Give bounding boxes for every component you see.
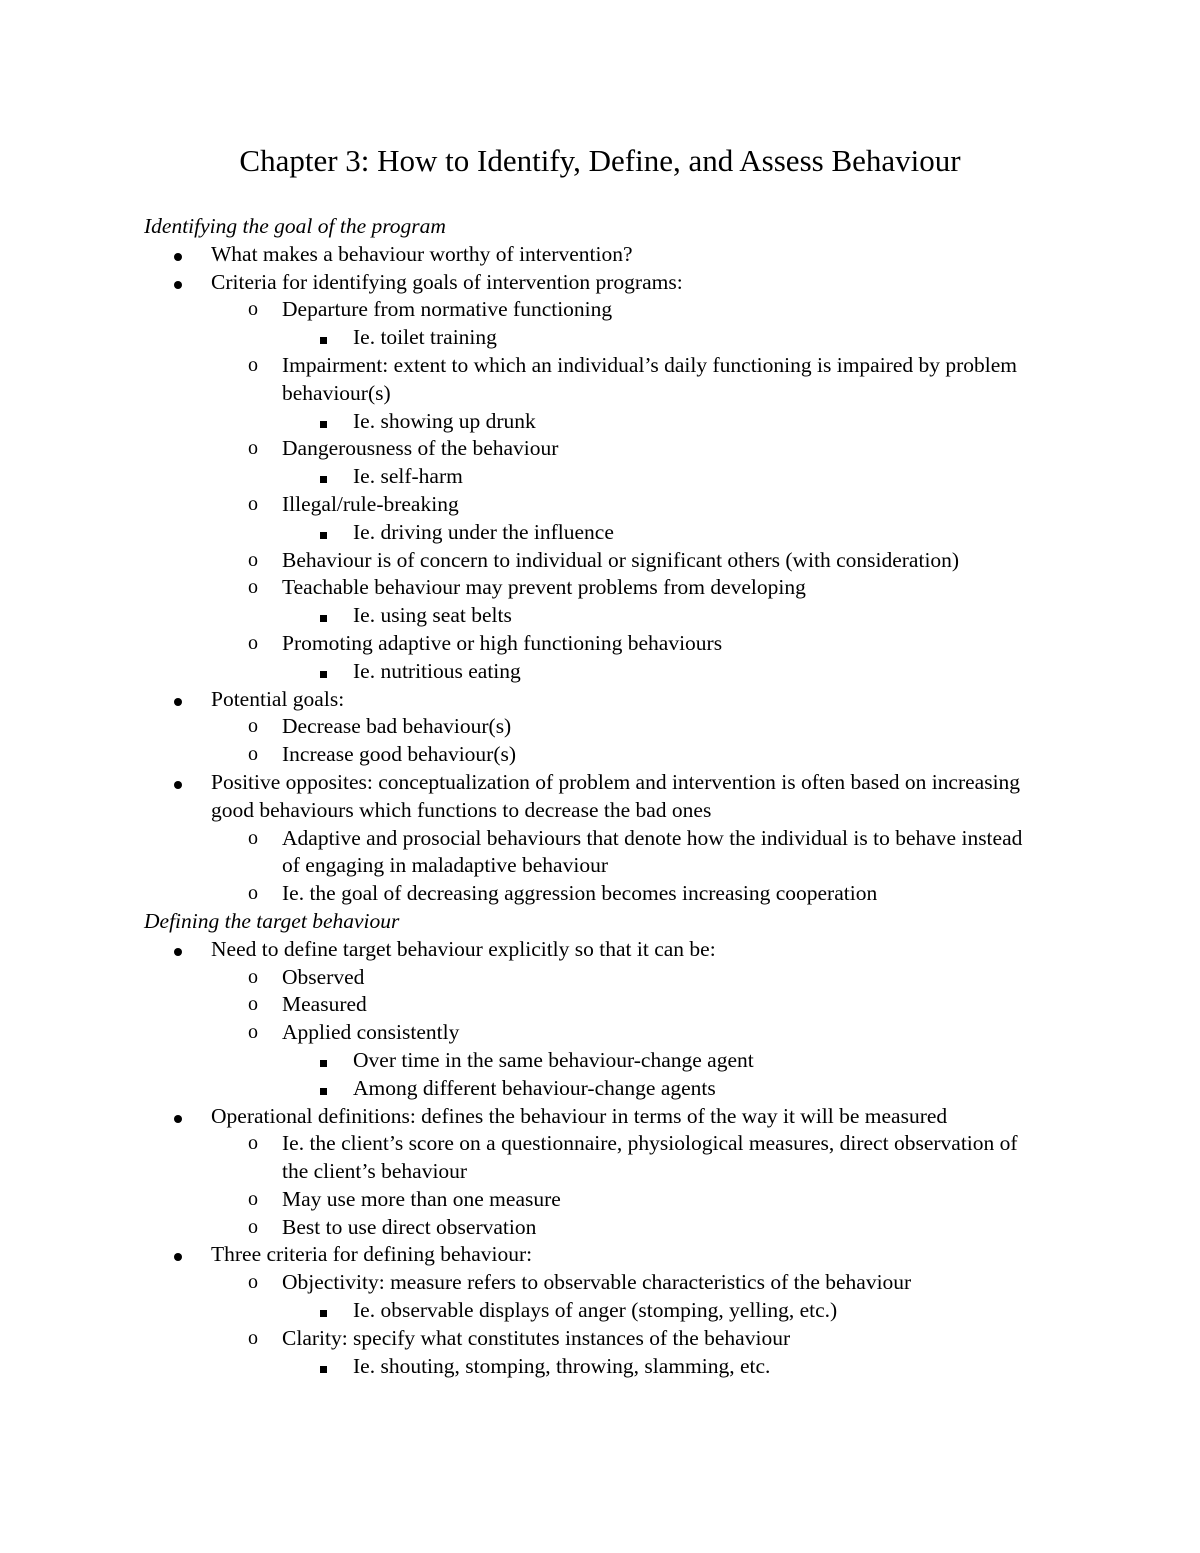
- bullet-dot-icon: [174, 241, 182, 269]
- bullet-square-icon: [320, 463, 327, 491]
- list-item: o Dangerousness of the behaviour: [144, 435, 1044, 463]
- list-item: o Illegal/rule-breaking: [144, 491, 1044, 519]
- list-item: o Applied consistently: [144, 1019, 1044, 1047]
- bullet-ring-icon: o: [248, 576, 258, 599]
- document-body: [144, 213, 1044, 1380]
- list-item: What makes a behaviour worthy of intervention?: [144, 241, 1044, 269]
- bullet-ring-icon: o: [248, 1326, 258, 1349]
- bullet-square-icon: [320, 658, 327, 686]
- list-item: o Departure from normative functioning: [144, 296, 1044, 324]
- bullet-ring-icon: o: [248, 993, 258, 1016]
- bullet-list-identifying-goal: [144, 241, 1044, 908]
- list-item: Need to define target behaviour explicitly so that it can be:: [144, 936, 1044, 964]
- list-item: o Best to use direct observation: [144, 1214, 1044, 1242]
- list-item: Positive opposites: conceptualization of problem and intervention is often based on increasing good behaviours which functions to decrease the bad ones: [144, 769, 1044, 825]
- list-item: o Increase good behaviour(s): [144, 741, 1044, 769]
- bullet-dot-icon: [174, 936, 182, 964]
- bullet-ring-icon: o: [248, 631, 258, 654]
- page-title: Chapter 3: How to Identify, Define, and Assess Behaviour: [239, 143, 961, 178]
- list-item: Ie. driving under the influence: [144, 519, 1044, 547]
- list-item: Ie. nutritious eating: [144, 658, 1044, 686]
- bullet-ring-icon: o: [248, 1215, 258, 1238]
- bullet-square-icon: [320, 324, 327, 352]
- list-item: Over time in the same behaviour-change agent: [144, 1047, 1044, 1075]
- list-item: o Adaptive and prosocial behaviours that denote how the individual is to behave instead of engaging in maladaptive behaviour: [248, 825, 1023, 878]
- list-item: o Behaviour is of concern to individual or significant others (with consideration): [144, 547, 1044, 575]
- bullet-ring-icon: o: [248, 965, 258, 988]
- list-item: o Clarity: specify what constitutes instances of the behaviour: [144, 1325, 1044, 1353]
- bullet-ring-icon: o: [248, 437, 258, 460]
- bullet-square-icon: [320, 408, 327, 436]
- list-item: o Measured: [144, 991, 1044, 1019]
- list-item: Ie. using seat belts: [144, 602, 1044, 630]
- bullet-square-icon: [320, 1047, 327, 1075]
- bullet-ring-icon: o: [248, 1187, 258, 1210]
- list-item: o Promoting adaptive or high functioning behaviours: [144, 630, 1044, 658]
- bullet-list-defining-target: [144, 936, 1044, 1381]
- bullet-ring-icon: o: [248, 715, 258, 738]
- list-item: o Ie. the goal of decreasing aggression becomes increasing cooperation: [144, 880, 1044, 908]
- list-item: Ie. observable displays of anger (stomping, yelling, etc.): [144, 1297, 1044, 1325]
- bullet-ring-icon: o: [248, 826, 258, 849]
- bullet-ring-icon: o: [248, 353, 258, 376]
- bullet-ring-icon: o: [248, 492, 258, 515]
- bullet-ring-icon: o: [248, 298, 258, 321]
- list-item: o May use more than one measure: [144, 1186, 1044, 1214]
- section-heading-defining-target: Defining the target behaviour: [144, 908, 400, 933]
- list-item: o Impairment: extent to which an individual’s daily functioning is impaired by problem behaviour(s): [248, 352, 1018, 405]
- bullet-ring-icon: o: [248, 1271, 258, 1294]
- list-item: Potential goals:: [144, 686, 1044, 714]
- list-item: Ie. showing up drunk: [144, 408, 1044, 436]
- list-item: Ie. self-harm: [144, 463, 1044, 491]
- bullet-ring-icon: o: [248, 548, 258, 571]
- bullet-square-icon: [320, 1075, 327, 1103]
- list-item: Criteria for identifying goals of intervention programs:: [144, 269, 1044, 297]
- bullet-dot-icon: [174, 269, 182, 297]
- bullet-ring-icon: o: [248, 1132, 258, 1155]
- bullet-dot-icon: [174, 686, 182, 714]
- bullet-dot-icon: [174, 1103, 182, 1131]
- section-heading-identifying-goal: Identifying the goal of the program: [144, 214, 446, 238]
- bullet-square-icon: [320, 1353, 327, 1381]
- list-item: Ie. shouting, stomping, throwing, slamming, etc.: [144, 1353, 1044, 1381]
- bullet-ring-icon: o: [248, 1021, 258, 1044]
- bullet-ring-icon: o: [248, 882, 258, 905]
- bullet-dot-icon: [174, 1241, 182, 1269]
- bullet-dot-icon: [174, 769, 182, 797]
- list-item: Operational definitions: defines the behaviour in terms of the way it will be measured: [144, 1103, 1044, 1131]
- list-item: Among different behaviour-change agents: [144, 1075, 1044, 1103]
- list-item: o Ie. the client’s score on a questionnaire, physiological measures, direct observation of the client’s behaviour: [248, 1131, 1018, 1184]
- bullet-ring-icon: o: [248, 743, 258, 766]
- list-item: o Observed: [144, 964, 1044, 992]
- bullet-square-icon: [320, 519, 327, 547]
- list-item: Ie. toilet training: [144, 324, 1044, 352]
- list-item: o Decrease bad behaviour(s): [144, 713, 1044, 741]
- list-item: Three criteria for defining behaviour:: [144, 1241, 1044, 1269]
- list-item: o Teachable behaviour may prevent problems from developing: [144, 574, 1044, 602]
- bullet-square-icon: [320, 1297, 327, 1325]
- bullet-square-icon: [320, 602, 327, 630]
- list-item: o Objectivity: measure refers to observable characteristics of the behaviour: [144, 1269, 1044, 1297]
